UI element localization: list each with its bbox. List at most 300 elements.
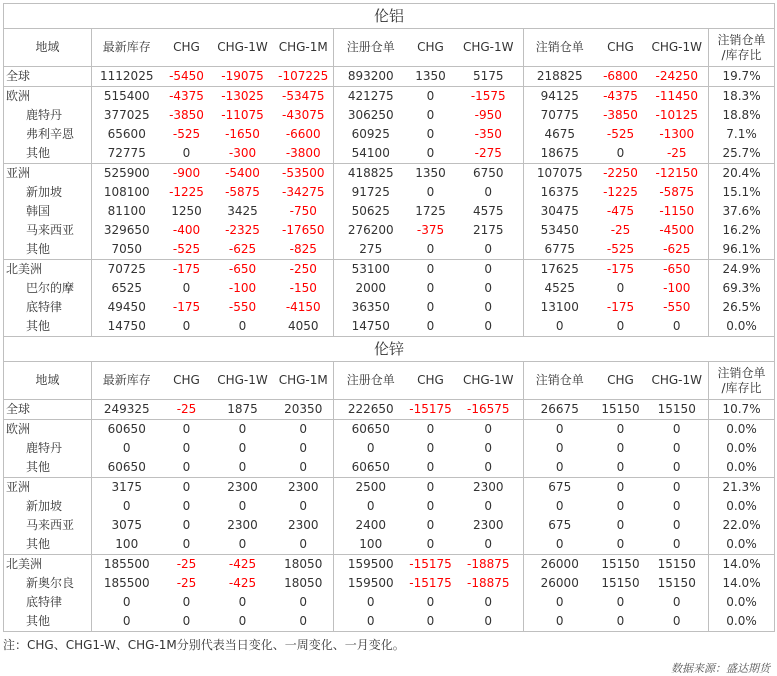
value-cell: 14750	[334, 317, 408, 337]
value-cell: 0	[646, 317, 709, 337]
value-cell: 0	[484, 281, 493, 295]
value-cell: 26675	[524, 400, 596, 420]
table-row	[4, 183, 775, 202]
value-cell: 525900	[92, 164, 162, 184]
value-cell: 0	[408, 420, 454, 440]
column-header: 最新库存	[92, 29, 162, 67]
value-cell: 0	[408, 317, 454, 337]
column-header: 最新库存	[92, 362, 162, 400]
value-cell: 0	[334, 439, 408, 458]
value-cell: 60650	[334, 458, 408, 478]
value-cell: -53475	[274, 87, 334, 107]
value-cell: -3850	[169, 108, 204, 122]
value-cell: 0	[616, 460, 625, 474]
location-cell: 鹿特丹	[4, 106, 92, 125]
value-cell: -4375	[596, 87, 646, 107]
value-cell: 421275	[334, 87, 408, 107]
value-cell: 2000	[334, 279, 408, 298]
value-cell: 26000	[524, 555, 596, 575]
value-cell: 1875	[227, 402, 258, 416]
value-cell: 26.5%	[709, 298, 775, 317]
value-cell: 0	[238, 460, 247, 474]
value-cell: 515400	[92, 87, 162, 107]
value-cell: -25	[610, 223, 631, 237]
lme-stock-table	[3, 3, 775, 632]
value-cell: -2250	[596, 164, 646, 184]
column-header: 注册仓单	[334, 362, 408, 400]
value-cell: 0	[274, 612, 334, 632]
value-cell: 65600	[92, 125, 162, 144]
value-cell: -5450	[169, 69, 204, 83]
value-cell: 0	[596, 317, 646, 337]
value-cell: -650	[646, 260, 709, 280]
value-cell: -525	[172, 127, 201, 141]
value-cell: 15150	[601, 402, 640, 416]
value-cell: 0	[426, 499, 435, 513]
value-cell: 0	[616, 499, 625, 513]
value-cell: 16375	[524, 183, 596, 202]
value-cell: -15175	[408, 555, 454, 575]
value-cell: 30475	[524, 202, 596, 221]
value-cell: 15.1%	[709, 183, 775, 202]
value-cell: 2400	[334, 516, 408, 535]
location-cell: 新加坡	[4, 183, 92, 202]
value-cell: 69.3%	[709, 279, 775, 298]
value-cell: 22.0%	[709, 516, 775, 535]
value-cell: 0	[426, 595, 435, 609]
column-header: CHG	[596, 29, 646, 67]
value-cell: 0	[646, 612, 709, 632]
column-header: 地域	[4, 362, 92, 400]
region-cell: 欧洲	[4, 87, 92, 107]
value-cell: 0	[672, 441, 681, 455]
value-cell: 0.0%	[709, 317, 775, 337]
value-cell: 0	[162, 612, 212, 632]
column-header: CHG-1W	[212, 29, 274, 67]
value-cell: 0	[426, 127, 435, 141]
table-row	[4, 478, 775, 498]
value-cell: 18.8%	[709, 106, 775, 125]
value-cell: 0	[212, 612, 274, 632]
value-cell: 0	[484, 499, 493, 513]
value-cell: 0	[92, 593, 162, 612]
column-header: 注销仓单	[524, 29, 596, 67]
value-cell: -300	[228, 146, 257, 160]
value-cell: -100	[228, 281, 257, 295]
table-row	[4, 221, 775, 240]
value-cell: -100	[663, 281, 691, 295]
value-cell: 675	[524, 478, 596, 498]
value-cell: 0	[454, 260, 524, 280]
location-cell: 其他	[4, 458, 92, 478]
value-cell: 0	[454, 317, 524, 337]
inventory-report	[3, 3, 774, 676]
value-cell: 1250	[171, 204, 202, 218]
location-cell: 新加坡	[4, 497, 92, 516]
value-cell: -4150	[285, 300, 321, 314]
value-cell: 0	[484, 460, 493, 474]
value-cell: 675	[524, 516, 596, 535]
value-cell: -1150	[659, 204, 695, 218]
location-cell: 鹿特丹	[4, 439, 92, 458]
value-cell: 81100	[92, 202, 162, 221]
value-cell: 0	[454, 420, 524, 440]
value-cell: 0	[238, 441, 247, 455]
value-cell: 0	[524, 593, 596, 612]
value-cell: 159500	[334, 555, 408, 575]
value-cell: 222650	[334, 400, 408, 420]
value-cell: 218825	[524, 67, 596, 87]
value-cell: 16.2%	[709, 221, 775, 240]
value-cell: 0	[426, 300, 435, 314]
value-cell: 0	[484, 185, 493, 199]
value-cell: 70775	[524, 106, 596, 125]
value-cell: 25.7%	[709, 144, 775, 164]
location-cell: 其他	[4, 240, 92, 260]
value-cell: -19075	[221, 69, 264, 83]
value-cell: 2500	[334, 478, 408, 498]
value-cell: -525	[606, 242, 635, 256]
value-cell: -275	[474, 146, 502, 160]
value-cell: 14.0%	[709, 555, 775, 575]
column-header: CHG	[162, 362, 212, 400]
value-cell: 0	[596, 478, 646, 498]
value-cell: 26000	[524, 574, 596, 593]
value-cell: 0	[616, 281, 625, 295]
value-cell: 0	[299, 460, 308, 474]
table-row	[4, 260, 775, 280]
value-cell: -11450	[646, 87, 709, 107]
value-cell: 0	[334, 612, 408, 632]
value-cell: 15150	[601, 576, 640, 590]
table-row	[4, 555, 775, 575]
region-cell: 全球	[4, 400, 92, 420]
value-cell: 4575	[472, 204, 504, 218]
value-cell: -25	[162, 555, 212, 575]
value-cell: 418825	[334, 164, 408, 184]
value-cell: 15150	[657, 576, 696, 590]
value-cell: 21.3%	[709, 478, 775, 498]
column-header: CHG	[408, 29, 454, 67]
table-row	[4, 400, 775, 420]
value-cell: -350	[474, 127, 502, 141]
column-header: 注册仓单	[334, 29, 408, 67]
value-cell: 15150	[646, 555, 709, 575]
table-row	[4, 298, 775, 317]
value-cell: 100	[334, 535, 408, 555]
value-cell: 0	[484, 300, 493, 314]
section-title: 伦铝	[4, 4, 775, 29]
value-cell: -175	[606, 300, 635, 314]
value-cell: 6750	[454, 164, 524, 184]
value-cell: 377025	[92, 106, 162, 125]
value-cell: 0	[524, 458, 596, 478]
header-row	[4, 362, 775, 400]
footnote: 注：CHG、CHG1-W、CHG-1M分别代表当日变化、一周变化、一月变化。	[3, 638, 405, 652]
value-cell: 0	[426, 185, 435, 199]
value-cell: 91725	[334, 183, 408, 202]
value-cell: -825	[289, 242, 317, 256]
value-cell: 0	[299, 595, 308, 609]
value-cell: 53450	[524, 221, 596, 240]
table-body	[4, 4, 775, 632]
value-cell: -425	[228, 576, 257, 590]
value-cell: 0	[484, 441, 493, 455]
value-cell: -43075	[281, 108, 325, 122]
value-cell: 15150	[657, 402, 696, 416]
table-row	[4, 106, 775, 125]
value-cell: 0	[212, 317, 274, 337]
value-cell: -1225	[603, 185, 638, 199]
value-cell: 1350	[408, 164, 454, 184]
region-cell: 全球	[4, 67, 92, 87]
value-cell: 1112025	[92, 67, 162, 87]
value-cell: 50625	[334, 202, 408, 221]
value-cell: 17625	[524, 260, 596, 280]
value-cell: -400	[172, 223, 201, 237]
value-cell: 4525	[524, 279, 596, 298]
value-cell: -13025	[212, 87, 274, 107]
value-cell: -4375	[162, 87, 212, 107]
value-cell: 2300	[274, 478, 334, 498]
value-cell: 0	[299, 441, 308, 455]
table-row	[4, 535, 775, 555]
table-row	[4, 516, 775, 535]
table-row	[4, 279, 775, 298]
value-cell: 0	[162, 420, 212, 440]
location-cell: 马来西亚	[4, 221, 92, 240]
column-header: 注销仓单 /库存比	[709, 362, 775, 400]
value-cell: 0	[672, 537, 681, 551]
value-cell: 276200	[334, 221, 408, 240]
value-cell: 107075	[524, 164, 596, 184]
value-cell: 0	[616, 537, 625, 551]
value-cell: 0	[182, 281, 191, 295]
data-source: 数据来源：盛达期货	[671, 662, 770, 675]
value-cell: 5175	[472, 69, 504, 83]
value-cell: -5400	[212, 164, 274, 184]
value-cell: 18.3%	[709, 87, 775, 107]
value-cell: -250	[274, 260, 334, 280]
value-cell: 0	[238, 595, 247, 609]
value-cell: -25	[176, 402, 197, 416]
section-title-row	[4, 337, 775, 362]
value-cell: 0	[426, 460, 435, 474]
value-cell: 60650	[92, 458, 162, 478]
value-cell: -2325	[225, 223, 260, 237]
value-cell: -175	[172, 300, 201, 314]
value-cell: 0	[524, 420, 596, 440]
value-cell: 0	[182, 537, 191, 551]
value-cell: 0	[238, 537, 247, 551]
value-cell: 0	[408, 612, 454, 632]
value-cell: 19.7%	[709, 67, 775, 87]
table-row	[4, 87, 775, 107]
region-cell: 北美洲	[4, 260, 92, 280]
value-cell: 20.4%	[709, 164, 775, 184]
value-cell: -16575	[466, 402, 510, 416]
value-cell: 0	[672, 460, 681, 474]
value-cell: -550	[228, 300, 257, 314]
value-cell: 3425	[227, 204, 258, 218]
value-cell: 54100	[334, 144, 408, 164]
location-cell: 弗利辛恩	[4, 125, 92, 144]
value-cell: 36350	[334, 298, 408, 317]
value-cell: 0	[334, 497, 408, 516]
column-header: 注销仓单	[524, 362, 596, 400]
table-row	[4, 125, 775, 144]
table-row	[4, 240, 775, 260]
column-header: CHG-1M	[274, 29, 334, 67]
value-cell: 0	[182, 595, 191, 609]
value-cell: 49450	[92, 298, 162, 317]
value-cell: 0.0%	[709, 439, 775, 458]
value-cell: 108100	[92, 183, 162, 202]
location-cell: 其他	[4, 535, 92, 555]
value-cell: -6800	[603, 69, 638, 83]
column-header: CHG-1W	[212, 362, 274, 400]
value-cell: 10.7%	[709, 400, 775, 420]
value-cell: -650	[212, 260, 274, 280]
value-cell: -375	[416, 223, 445, 237]
value-cell: 0	[616, 146, 625, 160]
value-cell: -550	[663, 300, 691, 314]
value-cell: 0	[408, 478, 454, 498]
table-row	[4, 593, 775, 612]
value-cell: 0	[426, 146, 435, 160]
column-header: CHG-1M	[274, 362, 334, 400]
location-cell: 其他	[4, 317, 92, 337]
value-cell: 0	[182, 460, 191, 474]
value-cell: 0	[672, 499, 681, 513]
table-row	[4, 164, 775, 184]
value-cell: 2300	[212, 478, 274, 498]
value-cell: -12150	[646, 164, 709, 184]
section-title: 伦锌	[4, 337, 775, 362]
value-cell: -25	[176, 576, 197, 590]
value-cell: 0	[299, 499, 308, 513]
value-cell: 0	[299, 537, 308, 551]
value-cell: 70725	[92, 260, 162, 280]
table-row	[4, 574, 775, 593]
value-cell: 2300	[472, 518, 504, 532]
value-cell: 0	[672, 518, 681, 532]
value-cell: 2300	[454, 478, 524, 498]
value-cell: -107225	[278, 69, 329, 83]
value-cell: 0	[408, 260, 454, 280]
value-cell: 0	[334, 593, 408, 612]
value-cell: 2300	[227, 518, 258, 532]
value-cell: -3800	[285, 146, 321, 160]
value-cell: 0	[426, 441, 435, 455]
value-cell: -25	[666, 146, 687, 160]
value-cell: 1725	[415, 204, 446, 218]
value-cell: 0	[162, 478, 212, 498]
value-cell: 2300	[287, 518, 319, 532]
value-cell: 0	[92, 612, 162, 632]
value-cell: 0	[182, 499, 191, 513]
value-cell: -150	[289, 281, 317, 295]
value-cell: 3175	[92, 478, 162, 498]
value-cell: 72775	[92, 144, 162, 164]
value-cell: 0	[616, 595, 625, 609]
value-cell: 0.0%	[709, 593, 775, 612]
value-cell: -625	[663, 242, 691, 256]
location-cell: 巴尔的摩	[4, 279, 92, 298]
value-cell: 4050	[274, 317, 334, 337]
value-cell: 4675	[524, 125, 596, 144]
value-cell: -525	[606, 127, 635, 141]
value-cell: 0	[426, 281, 435, 295]
location-cell: 底特律	[4, 298, 92, 317]
column-header: CHG-1W	[454, 362, 524, 400]
column-header: CHG-1W	[454, 29, 524, 67]
value-cell: -425	[212, 555, 274, 575]
value-cell: 0	[524, 497, 596, 516]
value-cell: 0	[162, 317, 212, 337]
value-cell: 0.0%	[709, 458, 775, 478]
value-cell: 0	[596, 420, 646, 440]
column-header: CHG	[162, 29, 212, 67]
value-cell: 0	[182, 518, 191, 532]
value-cell: -17650	[281, 223, 325, 237]
value-cell: -525	[172, 242, 201, 256]
value-cell: -475	[606, 204, 635, 218]
region-cell: 亚洲	[4, 164, 92, 184]
table-row	[4, 144, 775, 164]
value-cell: -1300	[659, 127, 695, 141]
value-cell: 3075	[92, 516, 162, 535]
value-cell: 13100	[524, 298, 596, 317]
value-cell: 0.0%	[709, 535, 775, 555]
value-cell: 0	[616, 441, 625, 455]
value-cell: 0	[524, 535, 596, 555]
value-cell: 0	[454, 612, 524, 632]
value-cell: 6525	[92, 279, 162, 298]
value-cell: -175	[162, 260, 212, 280]
value-cell: -15175	[409, 576, 452, 590]
value-cell: 53100	[334, 260, 408, 280]
column-header: 地域	[4, 29, 92, 67]
value-cell: 185500	[92, 555, 162, 575]
value-cell: 0	[646, 478, 709, 498]
value-cell: 0	[672, 595, 681, 609]
value-cell: -5875	[225, 185, 260, 199]
value-cell: 0	[92, 497, 162, 516]
table-row	[4, 458, 775, 478]
value-cell: 14.0%	[709, 574, 775, 593]
value-cell: 306250	[334, 106, 408, 125]
value-cell: -18875	[466, 576, 510, 590]
value-cell: 20350	[284, 402, 323, 416]
value-cell: -900	[162, 164, 212, 184]
value-cell: 185500	[92, 574, 162, 593]
value-cell: -4500	[659, 223, 695, 237]
value-cell: 0	[182, 146, 191, 160]
value-cell: -6600	[285, 127, 321, 141]
table-row	[4, 420, 775, 440]
value-cell: -53500	[274, 164, 334, 184]
column-header: 注销仓单 /库存比	[709, 29, 775, 67]
value-cell: 18050	[284, 576, 323, 590]
value-cell: 0.0%	[709, 497, 775, 516]
value-cell: 0	[426, 537, 435, 551]
location-cell: 其他	[4, 612, 92, 632]
value-cell: 18675	[524, 144, 596, 164]
value-cell: 14750	[92, 317, 162, 337]
value-cell: 60925	[334, 125, 408, 144]
table-row	[4, 67, 775, 87]
